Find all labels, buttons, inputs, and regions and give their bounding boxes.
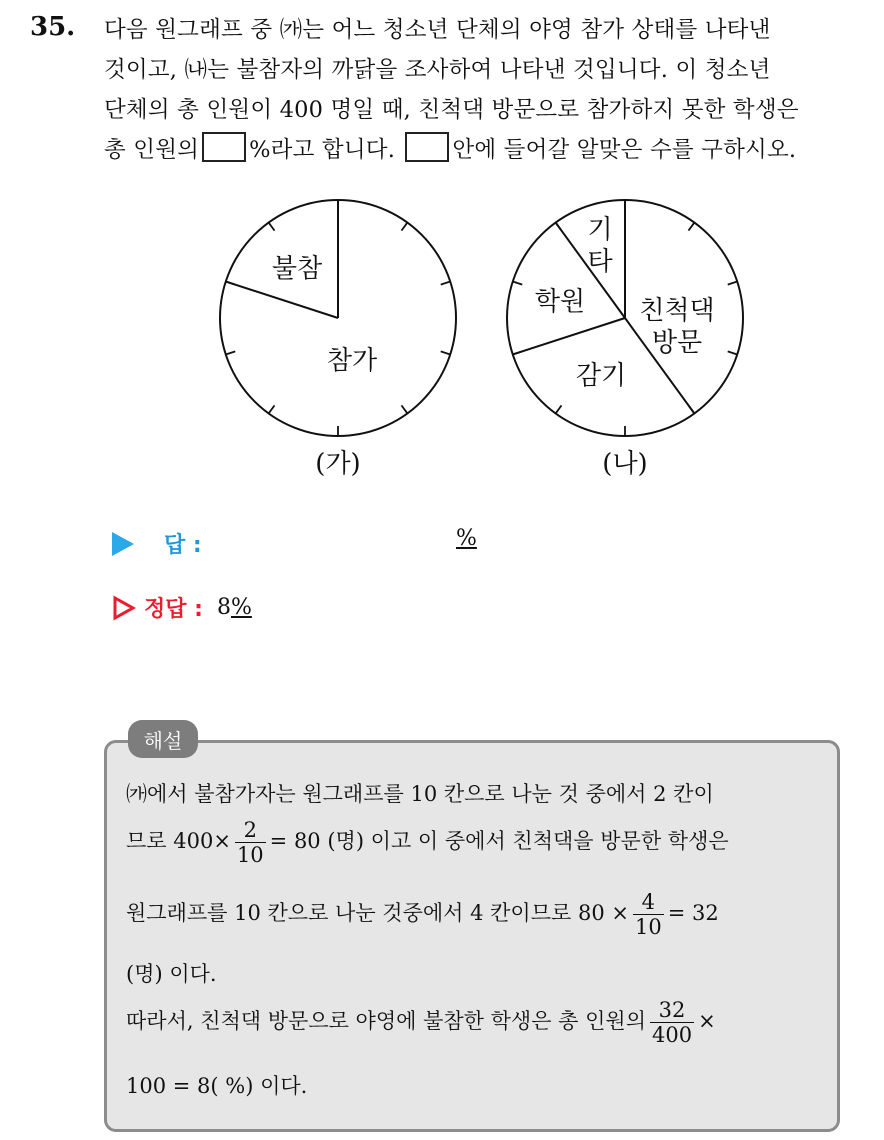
question-line: 단체의 총 인원이 400 명일 때, 친척댁 방문으로 참가하지 못한 학생은 xyxy=(104,97,799,123)
pie-chart-ga xyxy=(220,200,456,436)
answer-blank-box xyxy=(405,132,449,162)
explanation-line: ㈎에서 불참가자는 원그래프를 10 칸으로 나눈 것 중에서 2 칸이 xyxy=(126,782,714,806)
slice-label-bulcham: 불참 xyxy=(271,254,323,284)
pie-charts xyxy=(0,180,884,490)
slice-label-gamgi: 감기 xyxy=(575,361,627,391)
fraction-numerator: 4 xyxy=(633,890,664,915)
explanation-line: 100 = 8( %) 이다. xyxy=(126,1074,308,1098)
slice-label-gita: 타 xyxy=(587,247,613,277)
correct-value: 8 xyxy=(216,595,231,620)
correct-answer-value xyxy=(217,595,252,620)
correct-answer-label: 정답 : xyxy=(144,597,203,622)
question-fragment: %라고 합니다. xyxy=(249,137,396,163)
fraction-numerator: 32 xyxy=(650,998,694,1023)
correct-unit: % xyxy=(230,595,252,620)
play-arrow-icon xyxy=(112,532,134,556)
fraction-numerator: 2 xyxy=(235,818,266,843)
chart-caption-na: (나) xyxy=(602,449,648,479)
slice-label-chinchuk: 친척댁 xyxy=(639,296,715,326)
explanation-line xyxy=(126,818,729,867)
slice-label-chinchuk: 방문 xyxy=(651,328,703,358)
explanation-tab: 해설 xyxy=(128,720,198,758)
expl-text: 따라서, 친척댁 방문으로 야영에 불참한 학생은 총 인원의 xyxy=(126,1009,646,1033)
slice-label-cham: 참가 xyxy=(326,346,378,376)
expl-text: 므로 400× xyxy=(126,829,231,853)
answer-row xyxy=(112,528,202,559)
expl-text: = 32 xyxy=(667,901,719,925)
answer-unit: % xyxy=(456,526,477,551)
question-line: 다음 원그래프 중 ㈎는 어느 청소년 단체의 야영 참가 상태를 나타낸 xyxy=(104,17,771,43)
fraction xyxy=(235,818,266,867)
slice-label-gita: 기 xyxy=(587,215,613,245)
slice-label-hakwon: 학원 xyxy=(534,287,586,317)
explanation-line xyxy=(126,890,719,939)
fraction-denominator: 10 xyxy=(634,915,662,939)
fraction-denominator: 10 xyxy=(236,843,264,867)
explanation-line: (명) 이다. xyxy=(126,962,217,986)
correct-answer-row xyxy=(112,592,252,623)
expl-text: 원그래프를 10 칸으로 나눈 것중에서 4 칸이므로 80 × xyxy=(126,901,629,925)
question-fragment: 총 인원의 xyxy=(104,137,200,163)
fraction xyxy=(633,890,664,939)
question-number: 35. xyxy=(30,12,76,42)
outline-arrow-icon xyxy=(112,595,136,621)
fraction xyxy=(650,998,694,1047)
question-fragment: 안에 들어갈 알맞은 수를 구하시오. xyxy=(452,137,797,163)
question-text xyxy=(104,10,874,170)
question-line: 것이고, ㈏는 불참자의 까닭을 조사하여 나타낸 것입니다. 이 청소년 xyxy=(104,57,771,83)
question-line xyxy=(104,130,874,170)
answer-blank-box xyxy=(202,132,246,162)
answer-label: 답 : xyxy=(164,533,202,558)
expl-text: = 80 (명) 이고 이 중에서 친척댁을 방문한 학생은 xyxy=(269,829,729,853)
fraction-denominator: 400 xyxy=(651,1023,693,1047)
expl-text: × xyxy=(698,1009,716,1033)
chart-caption-ga: (가) xyxy=(315,449,361,479)
explanation-line xyxy=(126,998,716,1047)
